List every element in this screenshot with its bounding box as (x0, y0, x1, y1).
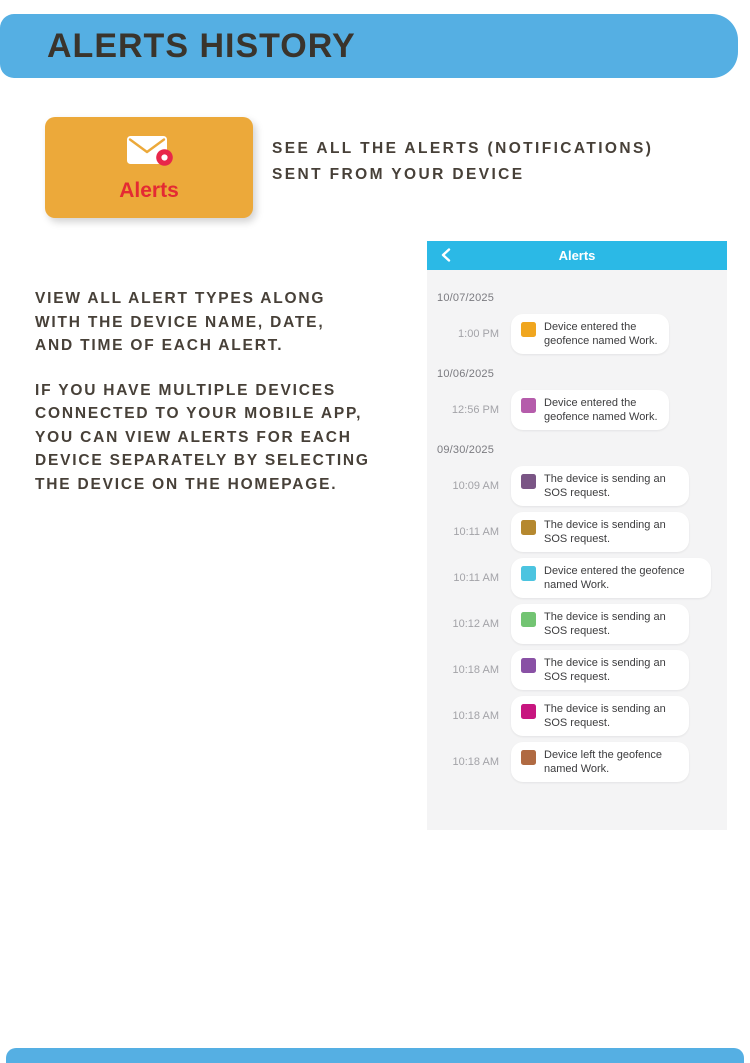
alert-card (511, 604, 689, 644)
alert-row[interactable] (437, 650, 727, 690)
alert-row[interactable] (437, 604, 727, 644)
alert-text: The device is sending an SOS request. (544, 657, 666, 683)
alert-type-swatch (521, 566, 536, 581)
alerts-button[interactable] (45, 117, 253, 218)
body-line: VIEW ALL ALERT TYPES ALONG (35, 290, 326, 307)
alert-time: 1:00 PM (458, 328, 499, 340)
phone-header-bar (427, 241, 727, 270)
body-copy (35, 287, 435, 517)
alert-time: 10:12 AM (452, 618, 499, 630)
alert-card (511, 314, 669, 354)
date-label: 09/30/2025 (437, 444, 495, 456)
alert-card (511, 466, 689, 506)
alerts-date-group (437, 368, 727, 430)
alert-card (511, 696, 689, 736)
alert-type-swatch (521, 612, 536, 627)
alert-text: Device entered the geofence named Work. (544, 565, 685, 591)
alert-row[interactable] (437, 742, 727, 782)
alert-row[interactable] (437, 466, 727, 506)
alert-card (511, 558, 711, 598)
alert-time: 10:11 AM (453, 526, 499, 538)
back-chevron-icon[interactable] (437, 246, 455, 264)
alert-type-swatch (521, 398, 536, 413)
body-line: DEVICE SEPARATELY BY SELECTING (35, 452, 370, 469)
alert-row[interactable] (437, 558, 727, 598)
alerts-button-label: Alerts (119, 178, 179, 202)
alert-text: The device is sending an SOS request. (544, 519, 666, 545)
body-line: CONNECTED TO YOUR MOBILE APP, (35, 405, 363, 422)
page-title: ALERTS HISTORY (47, 26, 356, 65)
date-label: 10/07/2025 (437, 292, 495, 304)
phone-screen-title: Alerts (558, 248, 596, 263)
alert-type-swatch (521, 474, 536, 489)
alert-time: 10:18 AM (452, 664, 499, 676)
body-line: AND TIME OF EACH ALERT. (35, 337, 284, 354)
alert-card (511, 512, 689, 552)
intro-line: SENT FROM YOUR DEVICE (272, 166, 525, 183)
envelope-with-badge-icon (125, 133, 173, 172)
alert-type-swatch (521, 658, 536, 673)
alert-type-swatch (521, 750, 536, 765)
alert-text: The device is sending an SOS request. (544, 611, 666, 637)
alert-card (511, 390, 669, 430)
alert-text: Device left the geofence named Work. (544, 749, 663, 775)
alert-time: 10:18 AM (452, 756, 499, 768)
alerts-date-group (437, 444, 727, 782)
alert-time: 10:18 AM (452, 710, 499, 722)
body-paragraph (35, 287, 435, 358)
alert-text: Device entered the geofence named Work. (544, 321, 658, 347)
alert-text: Device entered the geofence named Work. (544, 397, 658, 423)
alerts-list (427, 292, 727, 798)
alert-row[interactable] (437, 390, 727, 430)
alert-time: 10:09 AM (452, 480, 499, 492)
alert-type-swatch (521, 520, 536, 535)
alert-type-swatch (521, 704, 536, 719)
intro-line: SEE ALL THE ALERTS (NOTIFICATIONS) (272, 140, 654, 157)
phone-screenshot (427, 241, 727, 830)
body-line: YOU CAN VIEW ALERTS FOR EACH (35, 428, 352, 446)
body-line: THE DEVICE ON THE HOMEPAGE. (35, 475, 338, 493)
page-title-bar (0, 14, 738, 78)
alert-type-swatch (521, 322, 536, 337)
intro-text (272, 136, 653, 188)
alert-text: The device is sending an SOS request. (544, 473, 666, 499)
alert-row[interactable] (437, 512, 727, 552)
alert-card (511, 650, 689, 690)
body-paragraph (35, 379, 435, 497)
footer-accent-bar (6, 1048, 744, 1063)
body-line: WITH THE DEVICE NAME, DATE, (35, 313, 325, 331)
body-line: IF YOU HAVE MULTIPLE DEVICES (35, 381, 337, 399)
date-label: 10/06/2025 (437, 368, 495, 380)
alert-row[interactable] (437, 696, 727, 736)
alerts-date-group (437, 292, 727, 354)
alert-card (511, 742, 689, 782)
alert-time: 10:11 AM (453, 572, 499, 584)
alert-row[interactable] (437, 314, 727, 354)
alert-time: 12:56 PM (451, 404, 499, 416)
alert-text: The device is sending an SOS request. (544, 703, 666, 729)
